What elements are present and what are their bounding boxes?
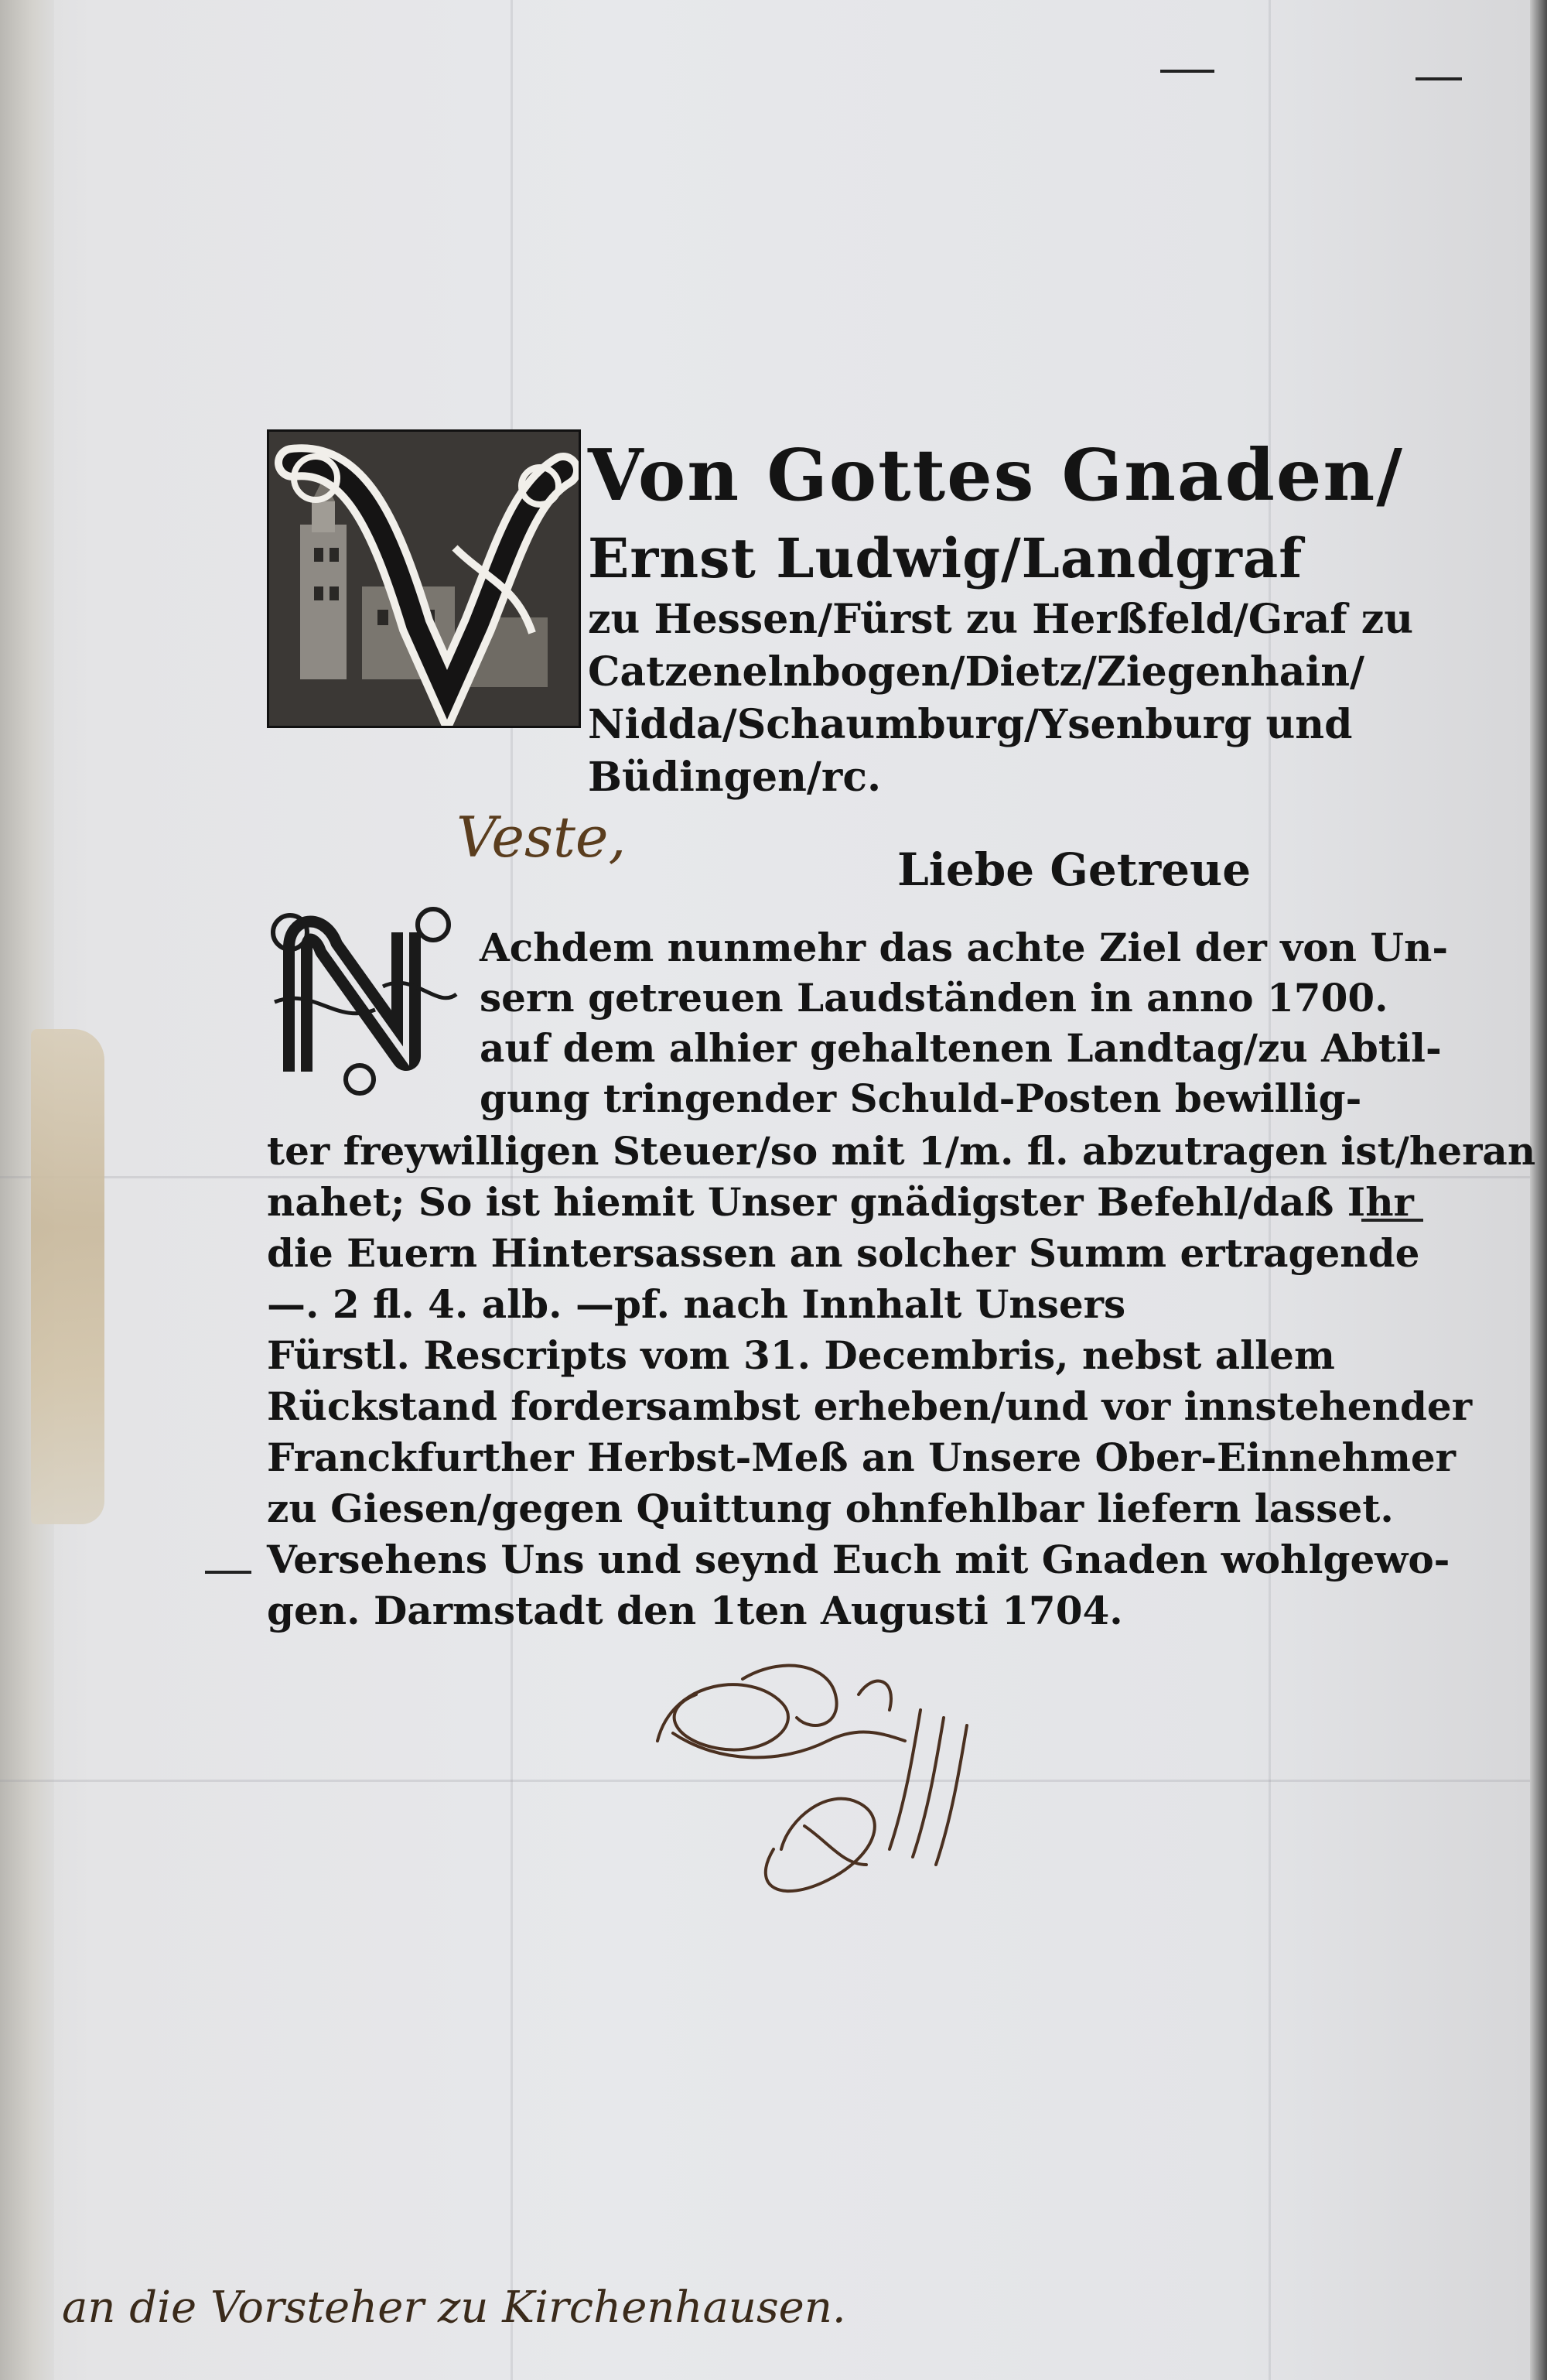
body-line: nahet; So ist hiemit Unser gnädigster Befehl/daß Ihr <box>267 1179 1414 1225</box>
margin-mark <box>1416 77 1462 80</box>
margin-mark <box>1160 70 1214 73</box>
body-line: Fürstl. Rescripts vom 31. Decembris, nebst allem <box>267 1332 1335 1378</box>
decorated-initial-n <box>267 901 464 1099</box>
paper-stain <box>31 1029 104 1524</box>
title-line: Catzenelnbogen/Dietz/Ziegenhain/ <box>588 648 1365 696</box>
margin-mark <box>205 1571 251 1574</box>
body-line: sern getreuen Laudständen in anno 1700. <box>480 975 1388 1021</box>
body-line: gung tringender Schuld-Posten bewillig- <box>480 1075 1362 1121</box>
printed-salutation: Liebe Getreue <box>897 843 1252 896</box>
title-line: Nidda/Schaumburg/Ysenburg und <box>588 701 1353 748</box>
body-line: Franckfurther Herbst-Meß an Unsere Ober-Einnehmer <box>267 1434 1457 1480</box>
heading-line-2: Ernst Ludwig/Landgraf <box>588 526 1303 590</box>
body-line: auf dem alhier gehaltenen Landtag/zu Abtil- <box>480 1025 1442 1071</box>
body-line: ter freywilligen Steuer/so mit 1/m. fl. abzutragen ist/heran <box>267 1128 1536 1174</box>
handwritten-signature <box>627 1648 990 1911</box>
body-line: gen. Darmstadt den 1ten Augusti 1704. <box>267 1588 1123 1633</box>
body-line: —. 2 fl. 4. alb. —pf. nach Innhalt Unsers <box>267 1281 1126 1327</box>
fold-line <box>0 1176 1547 1178</box>
body-line: zu Giesen/gegen Quittung ohnfehlbar liefern lasset. <box>267 1486 1394 1531</box>
heading-line-1: Von Gottes Gnaden/ <box>588 433 1404 517</box>
title-line: zu Hessen/Fürst zu Herßfeld/Graf zu <box>588 596 1414 643</box>
body-line: Versehens Uns und seynd Euch mit Gnaden wohlgewo- <box>267 1537 1450 1582</box>
handwritten-salutation: Veste, <box>456 805 627 870</box>
handwritten-address: an die Vorsteher zu Kirchenhausen. <box>62 2283 846 2333</box>
decorated-initial-v <box>267 429 581 728</box>
body-line: Achdem nunmehr das achte Ziel der von Un- <box>480 925 1449 970</box>
title-line: Büdingen/rc. <box>588 754 882 801</box>
body-line: die Euern Hintersassen an solcher Summ ertragende <box>267 1230 1420 1276</box>
body-line: Rückstand fordersambst erheben/und vor innstehender <box>267 1383 1473 1429</box>
scan-edge <box>1530 0 1547 2380</box>
